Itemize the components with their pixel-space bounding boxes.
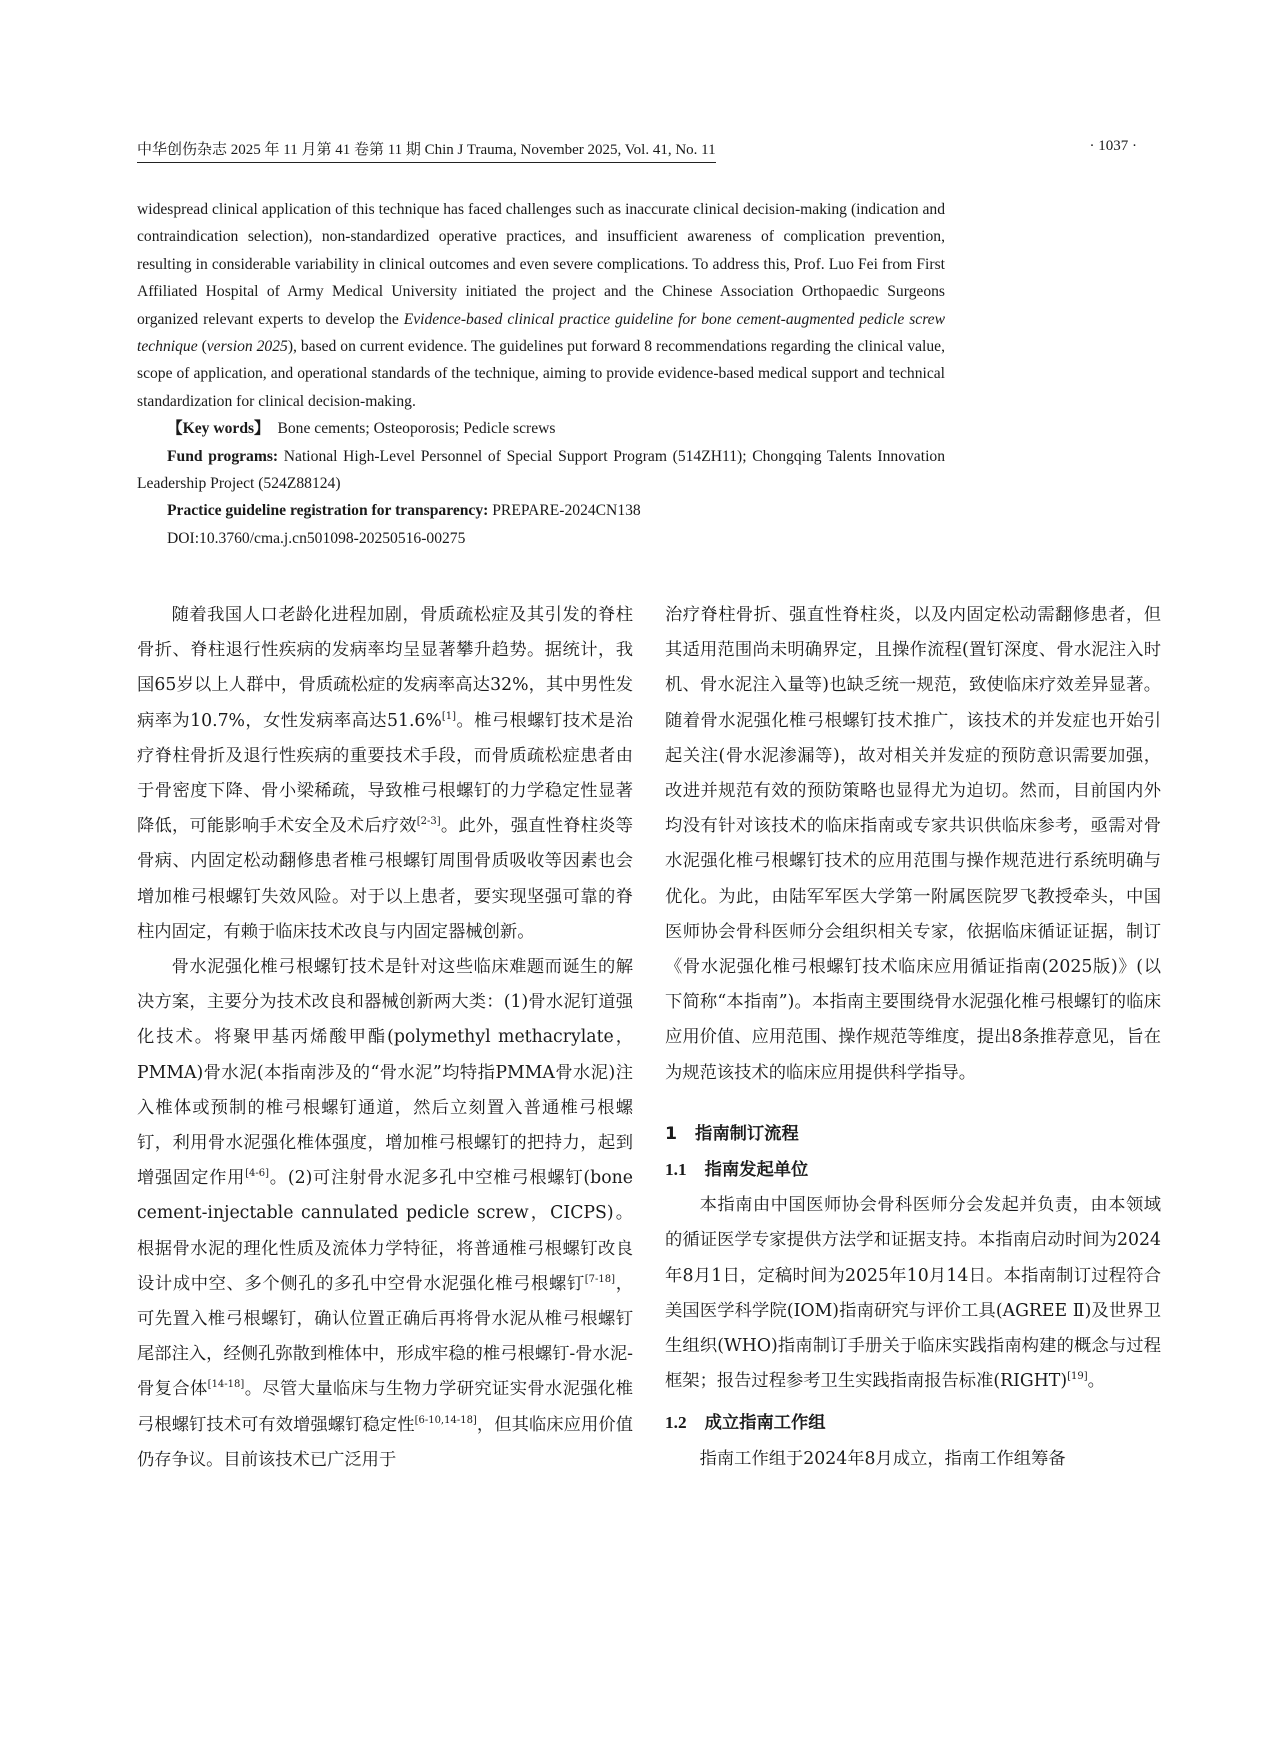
paragraph-intro-2 (137, 950, 633, 1478)
abstract-text-1: widespread clinical application of this technique has faced challenges such as inaccurate clinical decision-making (indication and contraindication selection), non-standardized operative practices, and insufficient awareness of complication prevention, resulting in considerable variability in clinical outcomes and even severe complications. To address this, Prof. Luo Fei from First Affiliated Hospital of Army Medical University initiated the project and the Chinese Association Orthopaedic Surgeons organized relevant experts to develop the (137, 201, 945, 328)
p1-text-b: 。椎弓根螺钉技术是治疗脊柱骨折及退行性疾病的重要技术手段，而骨质疏松症患者由于骨密度下降、骨小梁稀疏，导致椎弓根螺钉的力学稳定性显著降低，可能影响手术安全及术后疗效 (137, 710, 633, 837)
subsection-heading-1-1 (665, 1152, 1161, 1188)
keywords-value: Bone cements; Osteoporosis; Pedicle screws (277, 420, 556, 438)
p4-text-b: 。 (1087, 1371, 1105, 1392)
subsection-number-1-1: 1.1 (665, 1160, 687, 1180)
running-header (137, 138, 1137, 166)
abstract-body (137, 196, 945, 415)
p2-text-c: ，可先置入椎弓根螺钉，确认位置正确后再将骨水泥从椎弓根螺钉尾部注入，经侧孔弥散到椎体中，形成牢稳的椎弓根螺钉-骨水泥-骨复合体 (137, 1273, 633, 1400)
keywords (137, 415, 945, 442)
p1-text-a: 随着我国人口老龄化进程加剧，骨质疏松症及其引发的脊柱骨折、脊柱退行性疾病的发病率均呈显著攀升趋势。据统计，我国65岁以上人群中，骨质疏松症的发病率高达32%，其中男性发病率为10.7%，女性发病率高达51.6% (137, 605, 633, 731)
p2-text-e: ，但其临床应用价值仍存争议。目前该技术已广泛用于 (137, 1414, 633, 1470)
left-column (137, 598, 633, 1478)
guideline-title: Evidence-based clinical practice guideline for bone cement-augmented pedicle screw technique (137, 310, 946, 356)
section-title-1: 指南制订流程 (695, 1123, 799, 1144)
paragraph-intro-3: 治疗脊柱骨折、强直性脊柱炎，以及内固定松动需翻修患者，但其适用范围尚未明确界定，且操作流程(置钉深度、骨水泥注入时机、骨水泥注入量等)也缺乏统一规范，致使临床疗效差异显著。随着骨水泥强化椎弓根螺钉技术推广，该技术的并发症也开始引起关注(骨水泥渗漏等)，故对相关并发症的预防意识需要加强，改进并规范有效的预防策略也显得尤为迫切。然而，目前国内外均没有针对该技术的临床指南或专家共识供临床参考，亟需对骨水泥强化椎弓根螺钉技术的应用范围与操作规范进行系统明确与优化。为此，由陆军军医大学第一附属医院罗飞教授牵头，中国医师协会骨科医师分会组织相关专家，依据临床循证证据，制订《骨水泥强化椎弓根螺钉技术临床应用循证指南(2025版)》(以下简称“本指南”)。本指南主要围绕骨水泥强化椎弓根螺钉的临床应用价值、应用范围、操作规范等维度，提出8条推荐意见，旨在为规范该技术的临床应用提供科学指导。 (665, 605, 1161, 1083)
doi: DOI:10.3760/cma.j.cn501098-20250516-00275 (167, 529, 466, 547)
guideline-version: version 2025 (206, 338, 288, 356)
section-heading-1 (665, 1117, 1161, 1152)
citation-4: [7-18] (584, 1274, 616, 1286)
subsection-heading-1-2 (665, 1405, 1161, 1441)
subsection-number-1-2: 1.2 (665, 1413, 687, 1433)
subsection-title-1-2: 成立指南工作组 (704, 1413, 826, 1434)
registration (137, 497, 945, 524)
english-abstract (137, 196, 945, 552)
right-column (665, 598, 1161, 1477)
registration-label: Practice guideline registration for transparency: (167, 502, 489, 520)
subsection-title-1-1: 指南发起单位 (704, 1160, 809, 1181)
citation-5: [14-18] (207, 1379, 245, 1391)
abstract-text-3: ), based on current evidence. The guidelines put forward 8 recommendations regarding the clinical value, scope of application, and operational standards of the technique, aiming to provide evidence-based medical support and technical standardization for clinical decision-making. (137, 338, 946, 410)
p2-text-d: 。尽管大量临床与生物力学研究证实骨水泥强化椎弓根螺钉技术可有效增强螺钉稳定性 (137, 1379, 633, 1435)
fund-label: Fund programs: (167, 447, 279, 465)
registration-value: PREPARE-2024CN138 (492, 502, 641, 520)
citation-7: [19] (1067, 1371, 1088, 1383)
keywords-label: 【Key words】 (167, 420, 270, 438)
abstract-text-2: ( (197, 338, 207, 356)
paragraph-working-group: 指南工作组于2024年8月成立，指南工作组筹备 (699, 1448, 1066, 1469)
section-number-1: 1 (665, 1123, 678, 1144)
citation-2: [2-3] (416, 816, 441, 828)
journal-citation: 中华创伤杂志 2025 年 11 月第 41 卷第 11 期 Chin J Trauma, November 2025, Vol. 41, No. 11 (137, 138, 716, 163)
citation-6: [6-10,14-18] (414, 1414, 477, 1426)
p2-text-b: 。(2)可注射骨水泥多孔中空椎弓根螺钉(bone cement-injectable cannulated pedicle screw，CICPS)。根据骨水泥的理化性质及流体力学特征，将普通椎弓根螺钉改良设计成中空、多个侧孔的多孔中空骨水泥强化椎弓根螺钉 (137, 1168, 633, 1294)
p1-text-c: 。此外，强直性脊柱炎等骨病、内固定松动翻修患者椎弓根螺钉周围骨质吸收等因素也会增加椎弓根螺钉失效风险。对于以上患者，要实现坚强可靠的脊柱内固定，有赖于临床技术改良与内固定器械创新。 (137, 816, 633, 942)
paragraph-initiator (665, 1188, 1161, 1399)
fund-programs (137, 443, 945, 498)
p4-text-a: 本指南由中国医师协会骨科医师分会发起并负责，由本领域的循证医学专家提供方法学和证据支持。本指南启动时间为2024年8月1日，定稿时间为2025年10月14日。本指南制订过程符合美国医学科学院(IOM)指南研究与评价工具(AGREE Ⅱ)及世界卫生组织(WHO)指南制订手册关于临床实践指南构建的概念与过程框架；报告过程参考卫生实践指南报告标准(RIGHT) (665, 1195, 1161, 1392)
paragraph-intro-1 (137, 598, 633, 950)
citation-1: [1] (441, 710, 457, 722)
page-number: · 1037 · (1089, 138, 1137, 154)
p2-text-a: 骨水泥强化椎弓根螺钉技术是针对这些临床难题而诞生的解决方案，主要分为技术改良和器械创新两大类：(1)骨水泥钉道强化技术。将聚甲基丙烯酸甲酯(polymethyl methacrylate，PMMA)骨水泥(本指南涉及的“骨水泥”均特指PMMA骨水泥)注入椎体或预制的椎弓根螺钉通道，然后立刻置入普通椎弓根螺钉，利用骨水泥强化椎体强度，增加椎弓根螺钉的把持力，起到增强固定作用 (137, 957, 633, 1189)
fund-value: National High-Level Personnel of Special Support Program (514ZH11); Chongqing Talents Innovation Leadership Project (524Z88124) (137, 447, 945, 493)
citation-3: [4-6] (245, 1168, 270, 1180)
